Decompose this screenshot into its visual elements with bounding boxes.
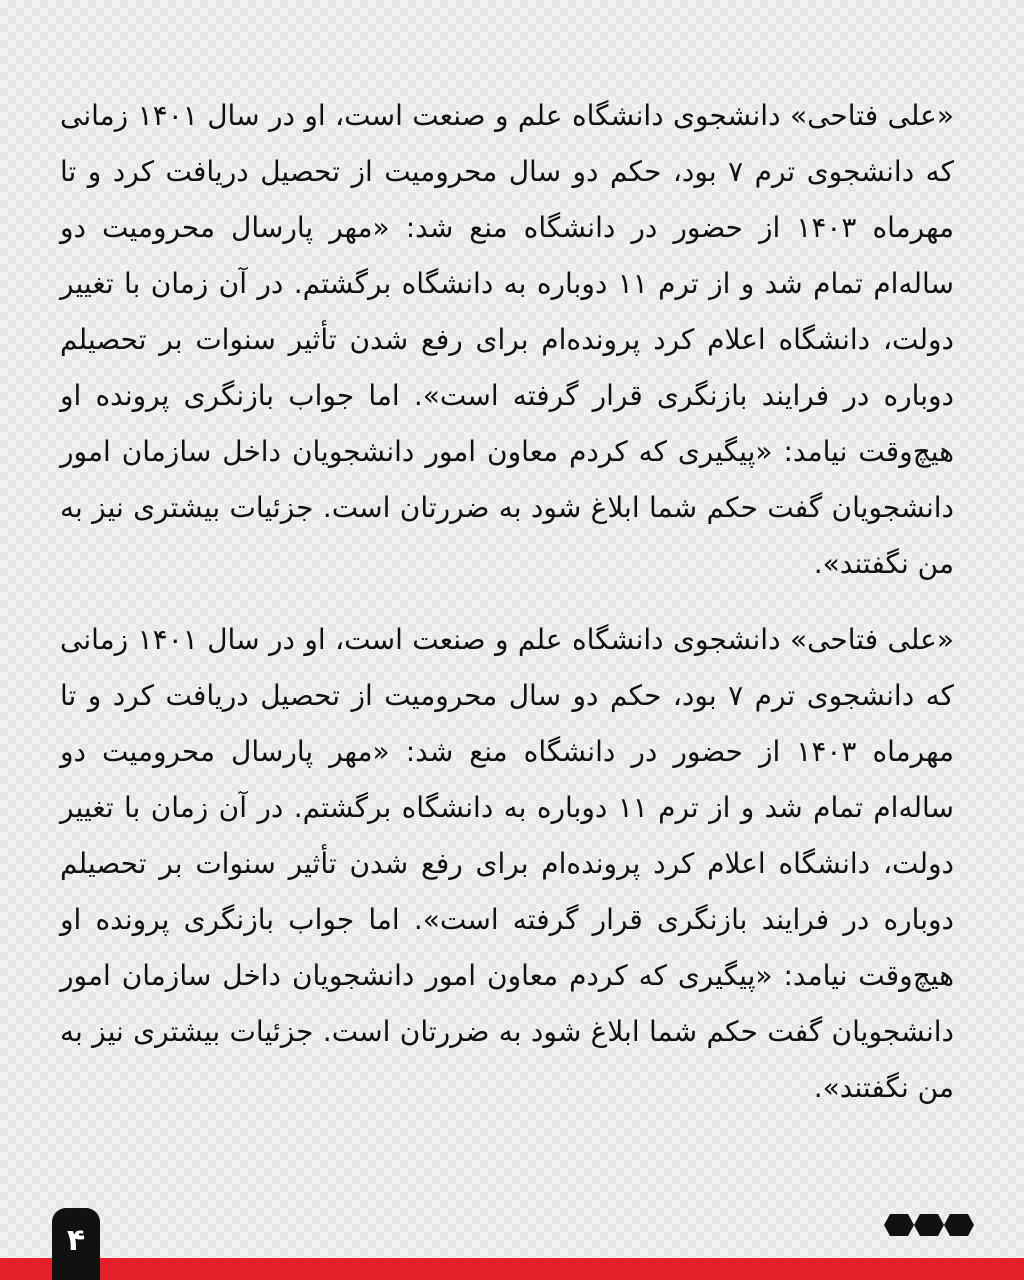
article-paragraph-1: «علی فتاحی» دانشجوی دانشگاه علم و صنعت است، او در سال ۱۴۰۱ زمانی که دانشجوی ترم ۷ بود، حکم دو سال محرومیت از تحصیل دریافت کرد و تا مهرماه ۱۴۰۳ از حضور در دانشگاه منع شد: «مهر پارسال محرومیت دو ساله‌ام تمام شد و از ترم ۱۱ دوباره به دانشگاه برگشتم. در آن زمان با تغییر دولت، دانشگاه اعلام کرد پرونده‌ام برای رفع شدن تأثیر سنوات بر تحصیلم دوباره در فرایند بازنگری قرار گرفته است». اما جواب بازنگری پرونده او هیچ‌وقت نیامد: «پیگیری که کردم معاون امور دانشجویان داخل سازمان امور دانشجویان گفت حکم شما ابلاغ شود به ضررتان است. جزئیات بیشتری نیز به من نگفتند».: [60, 99, 955, 580]
article-body: [60, 88, 954, 1136]
page-number: ۴: [66, 1223, 86, 1258]
article-paragraph-2: «علی فتاحی» دانشجوی دانشگاه علم و صنعت است، او در سال ۱۴۰۱ زمانی که دانشجوی ترم ۷ بود، حکم دو سال محرومیت از تحصیل دریافت کرد و تا مهرماه ۱۴۰۳ از حضور در دانشگاه منع شد: «مهر پارسال محرومیت دو ساله‌ام تمام شد و از ترم ۱۱ دوباره به دانشگاه برگشتم. در آن زمان با تغییر دولت، دانشگاه اعلام کرد پرونده‌ام برای رفع شدن تأثیر سنوات بر تحصیلم دوباره در فرایند بازنگری قرار گرفته است». اما جواب بازنگری پرونده او هیچ‌وقت نیامد: «پیگیری که کردم معاون امور دانشجویان داخل سازمان امور دانشجویان گفت حکم شما ابلاغ شود به ضررتان است. جزئیات بیشتری نیز به من نگفتند».: [60, 623, 955, 1104]
three-diamond-dots-icon: [882, 1210, 978, 1240]
page-number-tab: [52, 1208, 100, 1280]
footer-accent-bar: [0, 1258, 1024, 1280]
